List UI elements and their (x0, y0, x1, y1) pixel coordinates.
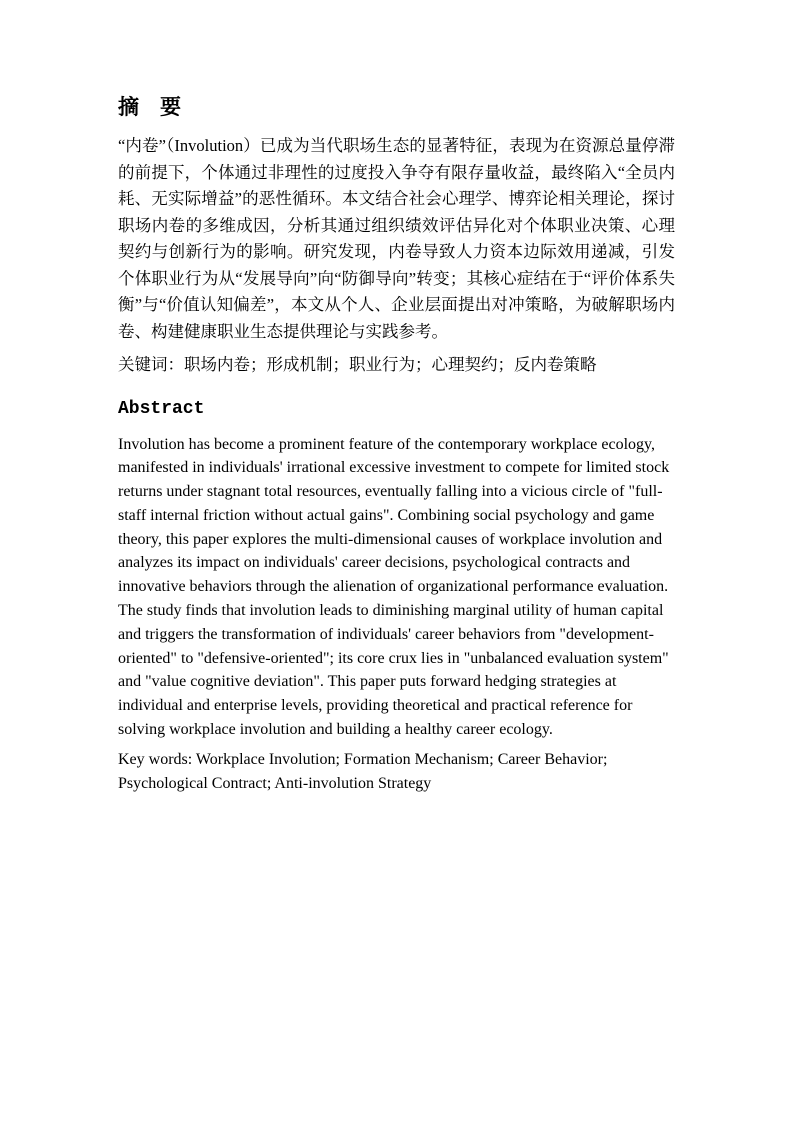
english-keywords-line: Key words: Workplace Involution; Formation Mechanism; Career Behavior; Psychological Contract; Anti-involution Strategy (118, 750, 608, 792)
english-abstract-paragraph: Involution has become a prominent feature of the contemporary workplace ecology, manifested in individuals' irrational excessive investment to compete for limited stock returns under stagnant total resources, eventually falling into a vicious circle of "full-staff internal friction without actual gains". Combining social psychology and game theory, this paper explores the multi-dimensional causes of workplace involution and analyzes its impact on individuals' career decisions, psychological contracts and innovative behaviors through the alienation of organizational performance evaluation. The study finds that involution leads to diminishing marginal utility of human capital and triggers the transformation of individuals' career behaviors from "development-oriented" to "defensive-oriented"; its core crux lies in "unbalanced evaluation system" and "value cognitive deviation". This paper puts forward hedging strategies at individual and enterprise levels, providing theoretical and practical reference for solving workplace involution and building a healthy career ecology. (118, 435, 670, 739)
chinese-abstract-paragraph: “内卷”（Involution）已成为当代职场生态的显著特征，表现为在资源总量停滞的前提下，个体通过非理性的过度投入争夺有限存量收益，最终陷入“全员内耗、无实际增益”的恶性循环。本文结合社会心理学、博弈论相关理论，探讨职场内卷的多维成因，分析其通过组织绩效评估异化对个体职业决策、心理契约与创新行为的影响。研究发现，内卷导致人力资本边际效用递减，引发个体职业行为从“发展导向”向“防御导向”转变；其核心症结在于“评价体系失衡”与“价值认知偏差”，本文从个人、企业层面提出对冲策略，为破解职场内卷、构建健康职业生态提供理论与实践参考。 (118, 136, 675, 341)
chinese-keywords-line: 关键词：职场内卷；形成机制；职业行为；心理契约；反内卷策略 (118, 355, 597, 374)
english-abstract-title: Abstract (118, 398, 205, 419)
chinese-abstract-title: 摘 要 (118, 95, 181, 119)
